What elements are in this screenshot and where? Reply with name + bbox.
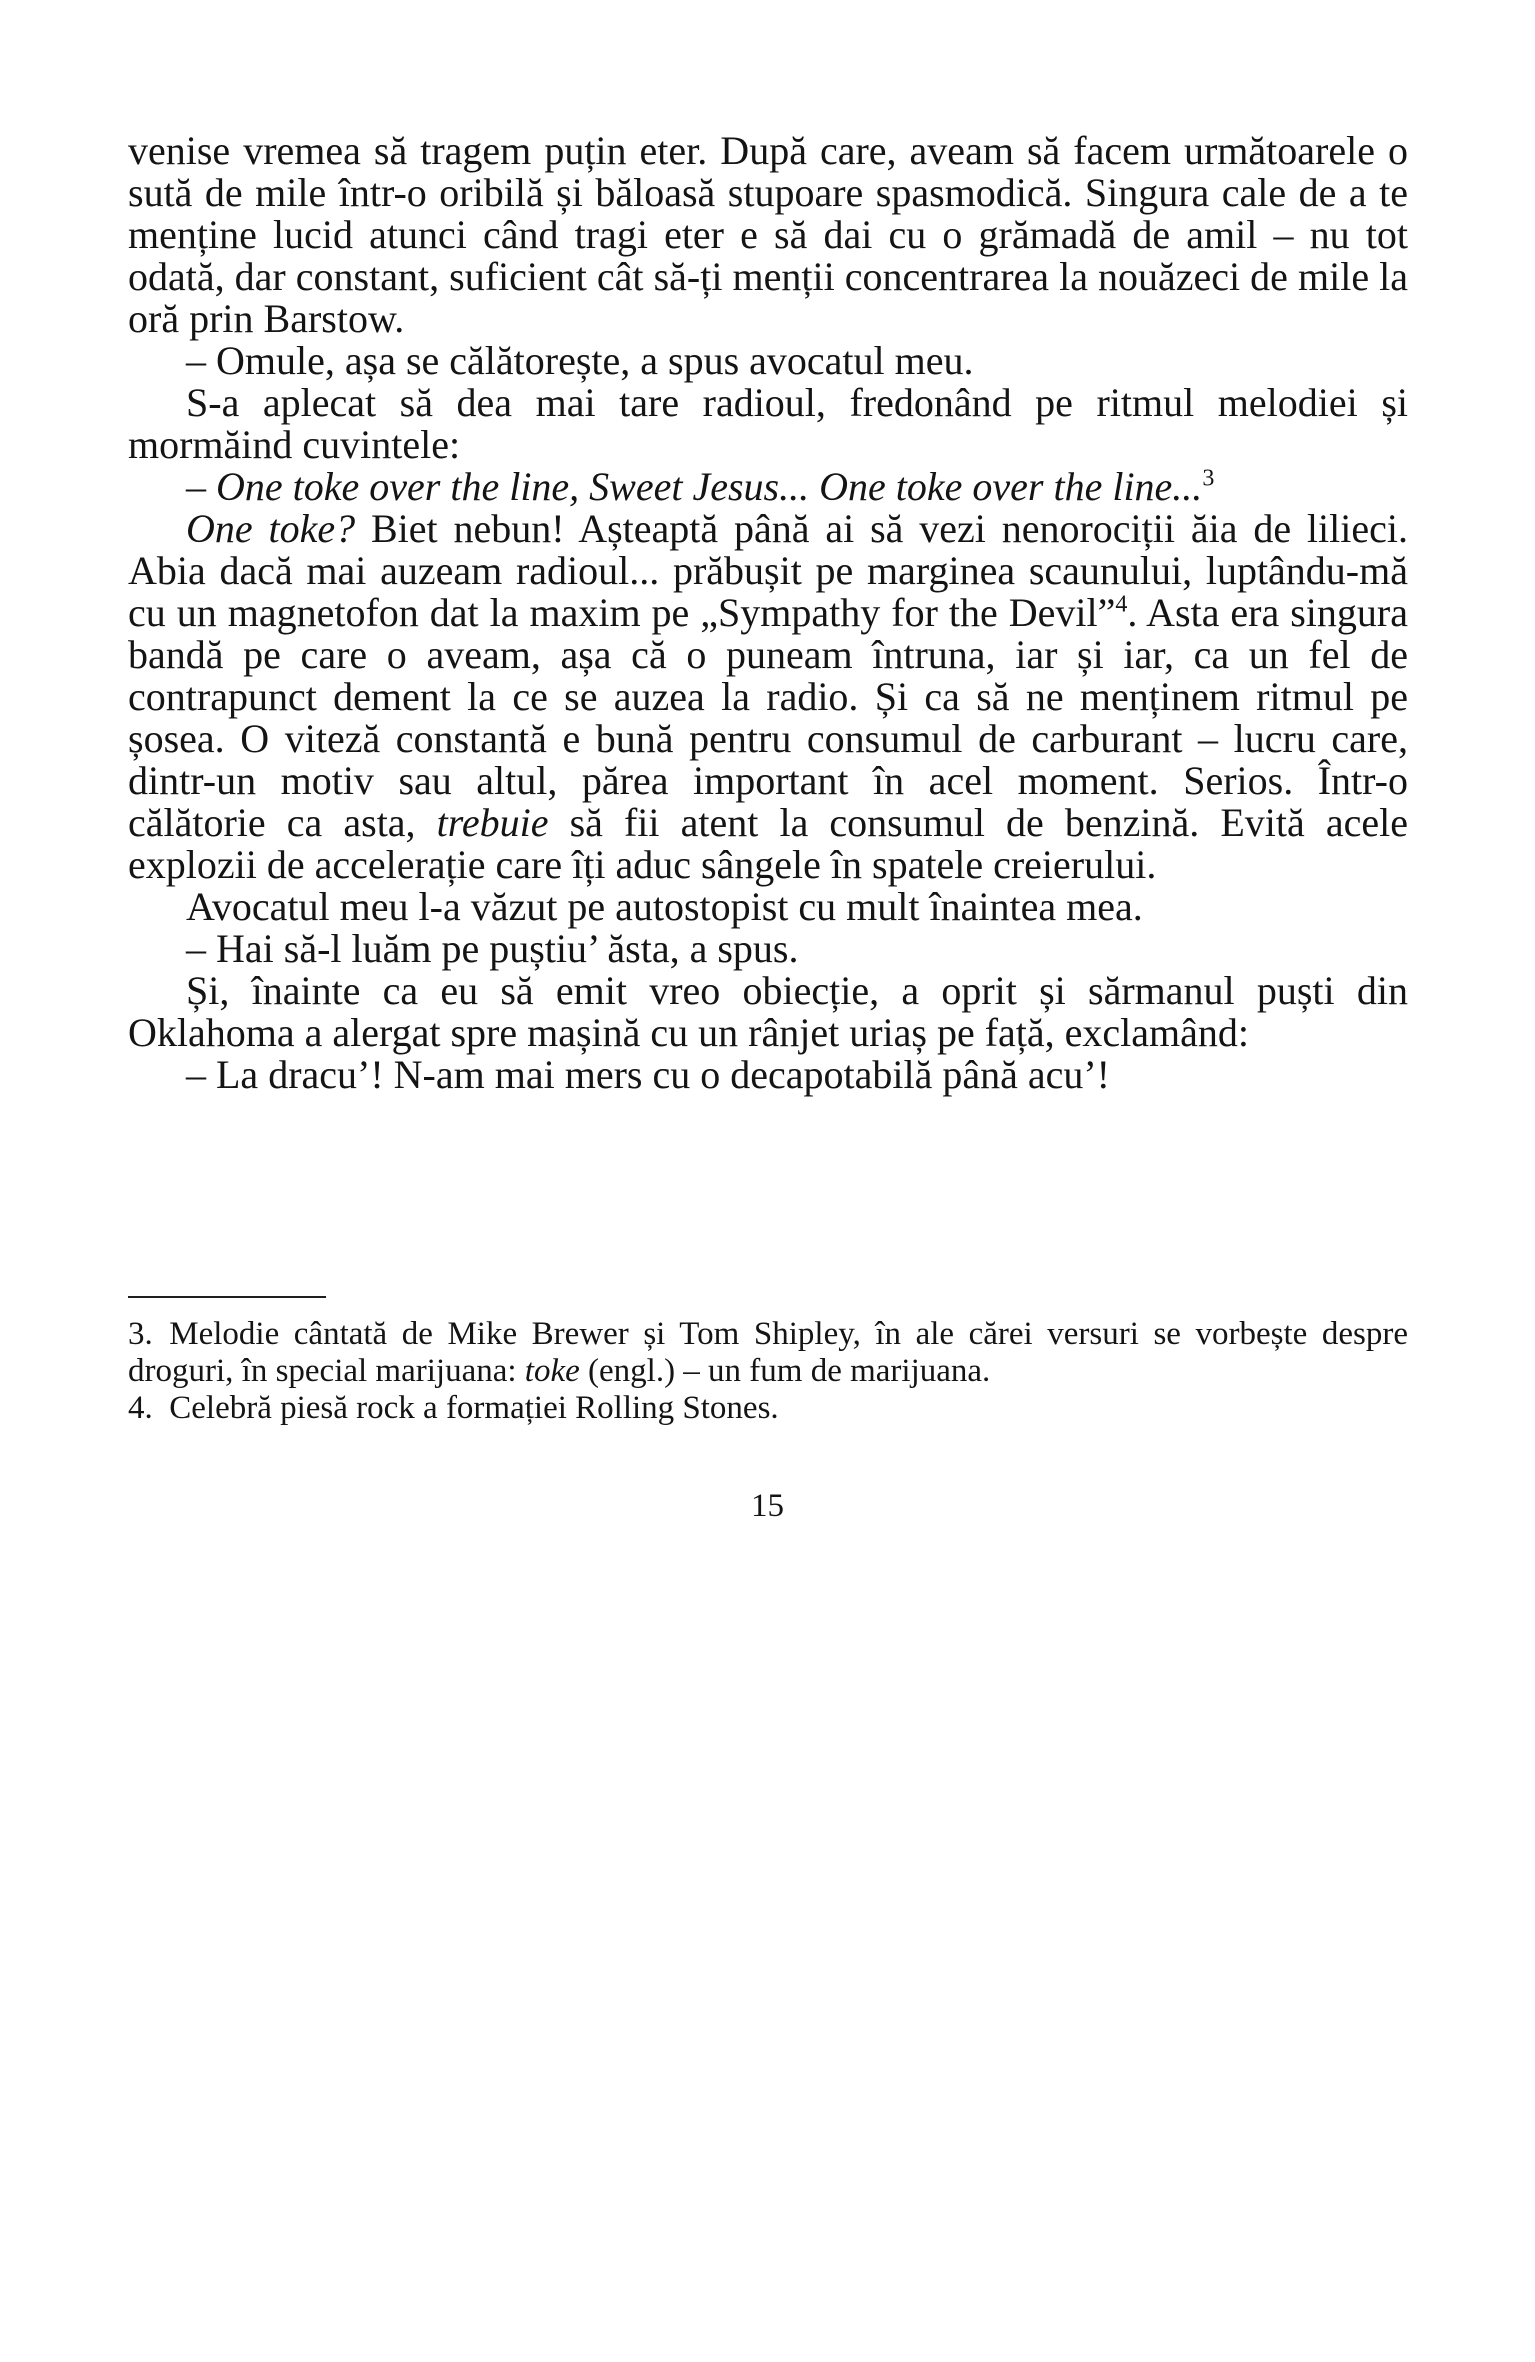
page-number: 15 bbox=[751, 1488, 784, 1524]
text-segment: venise vremea să tragem puțin eter. După care, aveam să facem următoarele o sută de mile într-o oribilă și băloasă stupoare spasmodică. Singura cale de a te menține lucid atunci când tragi eter e să dai cu o grămadă de amil – nu tot odată, dar constant, suficient cât să-ți menții concentrarea la nouăzeci de mile la oră prin Barstow. bbox=[128, 128, 1408, 341]
paragraph bbox=[128, 130, 1408, 340]
footnote bbox=[128, 1390, 1408, 1427]
text-segment: Și, înainte ca eu să emit vreo obiecție, a oprit și sărmanul puști din Oklahoma a alergat spre mașină cu un rânjet uriaș pe față, exclamând: bbox=[128, 968, 1408, 1055]
paragraph bbox=[128, 928, 1408, 970]
text-segment: (engl.) – un fum de marijuana. bbox=[579, 1353, 991, 1389]
text-segment: Biet nebun! Așteaptă până ai să vezi nenorociții ăia de lilieci. Abia dacă mai auzeam radioul... prăbușit pe marginea scaunului, luptându-mă cu un magnetofon dat la maxim pe „Sympathy for the Devil” bbox=[128, 506, 1409, 635]
footnotes-section bbox=[128, 1296, 1408, 1427]
text-segment: – One toke over the line, Sweet Jesus... One toke over the line... bbox=[186, 464, 1203, 509]
text-segment: să fii atent la consumul de benzină. Evită acele explozii de accelerație care îți aduc sângele în spatele creierului. bbox=[128, 800, 1409, 887]
text-segment: toke bbox=[524, 1353, 580, 1389]
footnote-marker: 4 bbox=[1115, 591, 1128, 618]
text-segment: 4. Celebră piesă rock a formației Rolling Stones. bbox=[128, 1390, 779, 1426]
text-segment: trebuie bbox=[436, 800, 549, 845]
paragraph bbox=[128, 970, 1408, 1054]
paragraph bbox=[128, 340, 1408, 382]
text-segment: S-a aplecat să dea mai tare radioul, fredonând pe ritmul melodiei și mormăind cuvintele: bbox=[128, 380, 1408, 467]
footnote-separator-rule bbox=[128, 1296, 326, 1298]
footnote-list bbox=[128, 1316, 1408, 1427]
paragraph bbox=[128, 382, 1408, 466]
text-segment: Avocatul meu l-a văzut pe autostopist cu mult înaintea mea. bbox=[186, 884, 1143, 929]
text-segment: One toke? bbox=[186, 506, 356, 551]
footnote-marker: 3 bbox=[1202, 465, 1215, 492]
text-segment: – La dracu’! N-am mai mers cu o decapotabilă până acu’! bbox=[186, 1052, 1110, 1097]
text-segment: – Omule, așa se călătorește, a spus avocatul meu. bbox=[186, 338, 974, 383]
text-segment: 3. Melodie cântată de Mike Brewer și Tom Shipley, în ale cărei versuri se vorbește despre droguri, în special marijuana: bbox=[128, 1316, 1408, 1389]
main-text bbox=[128, 130, 1408, 1096]
footnote bbox=[128, 1316, 1408, 1390]
text-segment: – Hai să-l luăm pe puștiu’ ăsta, a spus. bbox=[186, 926, 799, 971]
paragraph bbox=[128, 466, 1408, 508]
paragraph bbox=[128, 886, 1408, 928]
text-segment: . Asta era singura bandă pe care o aveam, așa că o puneam întruna, iar și iar, ca un fel de contrapunct dement la ce se auzea la radio. Și ca să ne menținem ritmul pe șosea. O viteză constantă e bună pentru consumul de carburant – lucru care, dintr-un motiv sau altul, părea important în acel moment. Serios. Într-o călătorie ca asta, bbox=[128, 590, 1408, 845]
paragraph bbox=[128, 508, 1408, 886]
paragraph bbox=[128, 1054, 1408, 1096]
